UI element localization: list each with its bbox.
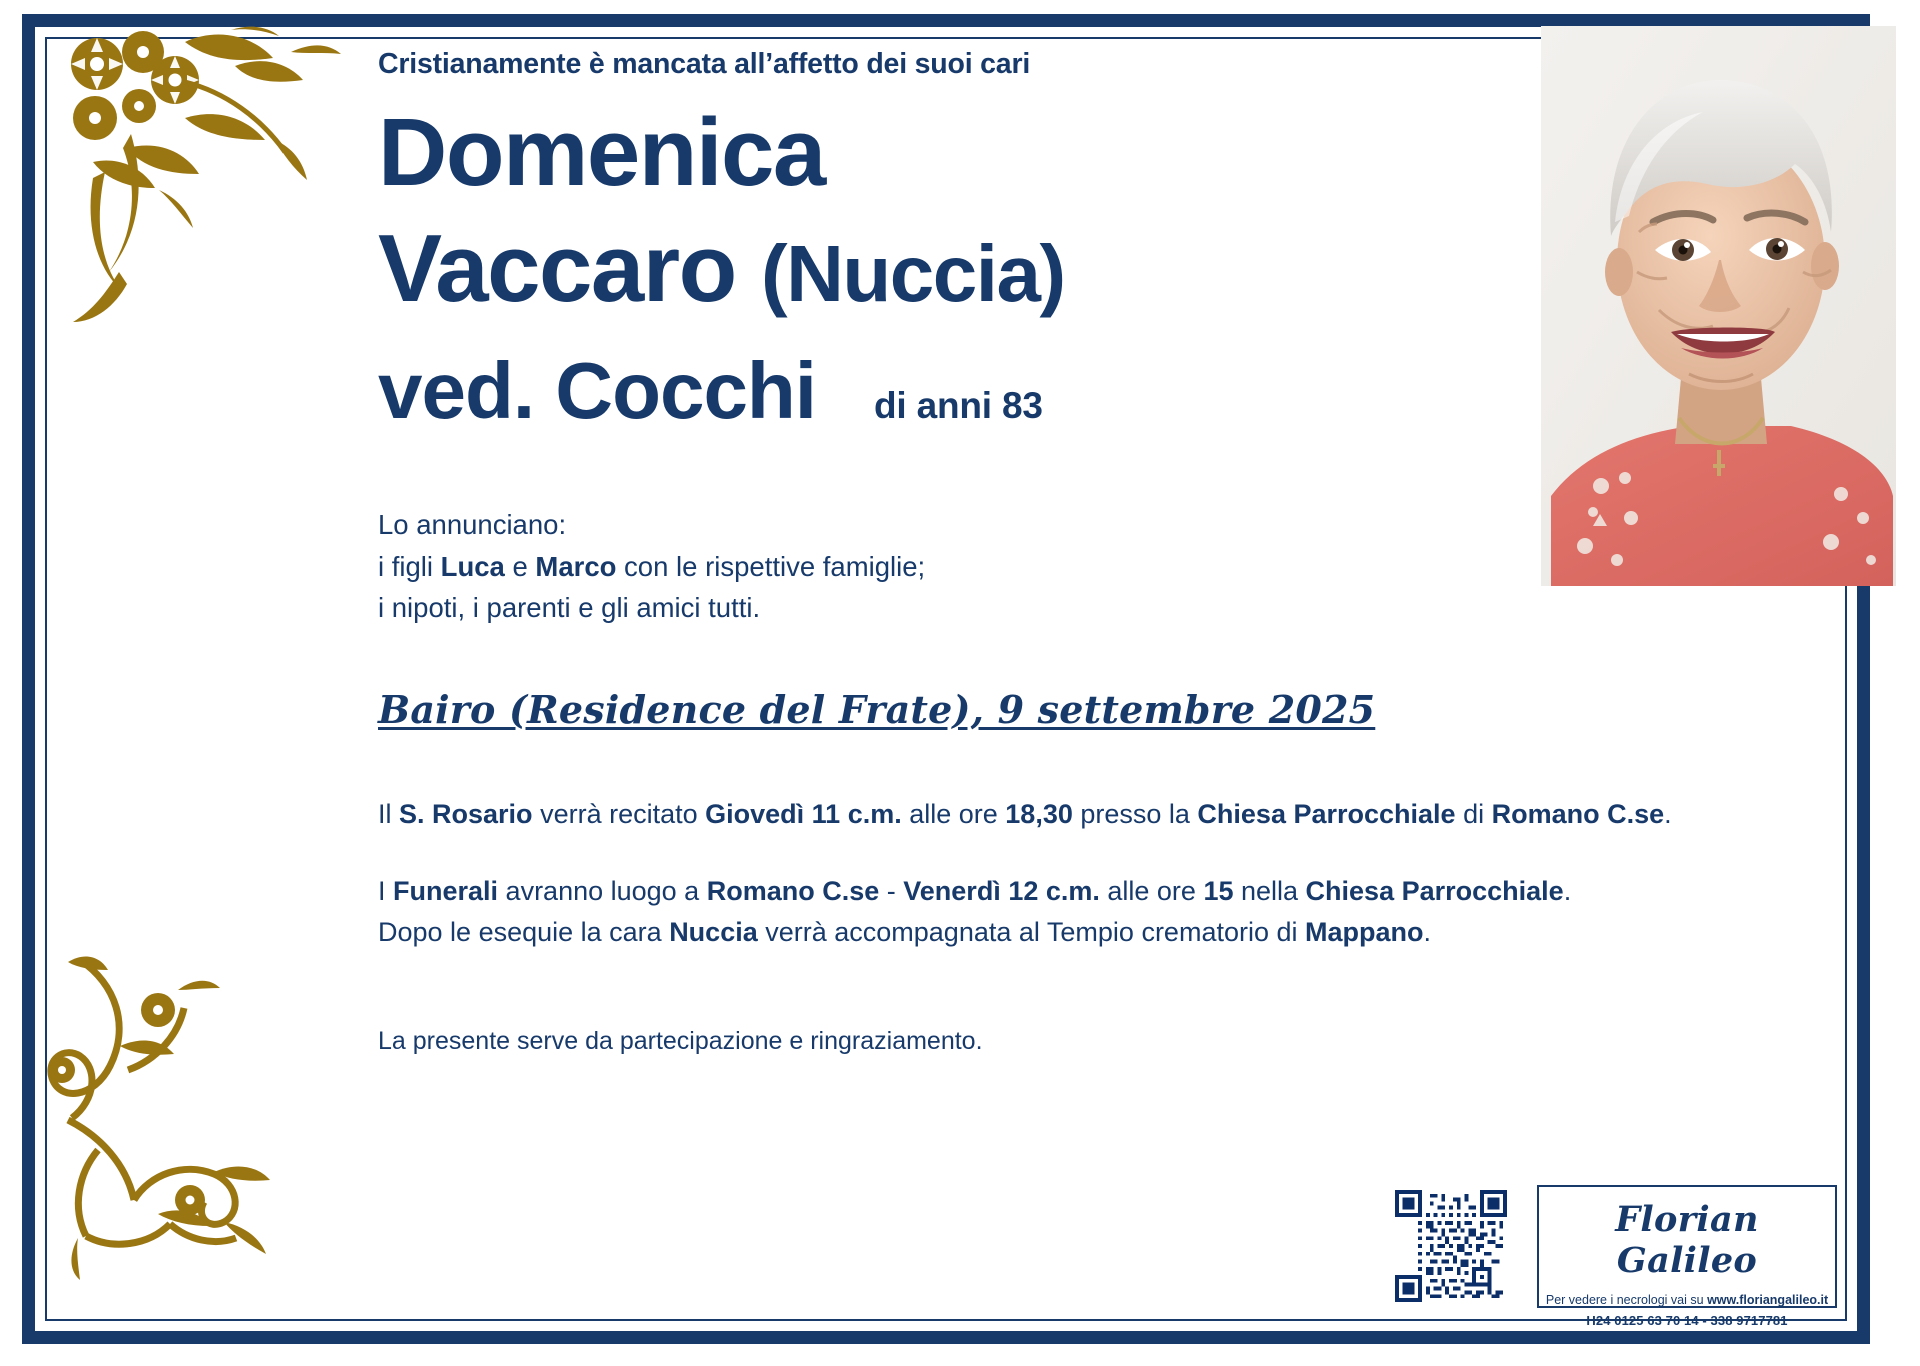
rosary-day: Giovedì 11 c.m.: [705, 799, 902, 830]
widow-line: [378, 345, 1798, 435]
children-pre: i figli: [378, 550, 441, 582]
rosary-end: .: [1664, 799, 1672, 830]
surname-line: [378, 214, 1798, 322]
funeral-pre: I: [378, 875, 394, 906]
cremation-pre: Dopo le esequie la cara: [378, 916, 670, 947]
funeral-mid-2: -: [879, 875, 904, 906]
agency-tagline: [1539, 1293, 1835, 1309]
rosary-mid-2: alle ore: [901, 799, 1006, 830]
agency-logo-box[interactable]: [1537, 1185, 1837, 1328]
funeral-day: Venerdì 12 c.m.: [903, 875, 1100, 906]
first-name: Domenica: [378, 99, 825, 206]
funeral-label: Funerali: [393, 875, 499, 906]
children-mid: e: [504, 550, 536, 582]
son-2: Marco: [535, 550, 617, 582]
cremation-place: Mappano: [1305, 916, 1424, 947]
funeral-mid-3: alle ore: [1099, 875, 1204, 906]
cremation-line: [378, 912, 1798, 953]
announced-by-label: Lo annunciano:: [378, 508, 567, 540]
rosary-mid-1: verrà recitato: [532, 799, 706, 830]
funeral-town: Romano C.se: [706, 875, 880, 906]
cremation-name: Nuccia: [669, 916, 758, 947]
notice-text: [378, 48, 1798, 1056]
agency-website[interactable]: www.floriangalileo.it: [1707, 1293, 1829, 1307]
announced-by-children: [378, 546, 1798, 588]
intro-line: Cristianamente è mancata all’affetto dei suoi cari: [378, 48, 1031, 80]
surname: Vaccaro: [378, 214, 736, 322]
funeral-mid-4: nella: [1233, 875, 1306, 906]
funeral-end: .: [1563, 875, 1572, 906]
nickname: (Nuccia): [760, 228, 1065, 318]
agency-tagline-pre: Per vedere i necrologi vai su: [1545, 1293, 1708, 1307]
funeral-church: Chiesa Parrocchiale: [1305, 875, 1564, 906]
agency-contact: H24 0125 63 70 14 - 338 9717781: [1586, 1312, 1788, 1328]
widow-of: ved. Cocchi: [378, 345, 817, 435]
announced-by-relatives: i nipoti, i parenti e gli amici tutti.: [378, 592, 761, 624]
rosary-church: Chiesa Parrocchiale: [1197, 799, 1456, 830]
son-1: Luca: [440, 550, 505, 582]
place-and-date: Bairo (Residence del Frate), 9 settembre 2025: [378, 687, 1376, 733]
funeral-mid-1: avranno luogo a: [498, 875, 707, 906]
cremation-end: .: [1423, 916, 1432, 947]
funeral-line: [378, 871, 1798, 912]
age-value: 83: [1001, 384, 1043, 426]
rosary-info: [378, 794, 1798, 835]
funeral-info: [378, 871, 1798, 953]
rosary-pre: Il: [378, 799, 400, 830]
cremation-mid: verrà accompagnata al Tempio crematorio di: [757, 916, 1305, 947]
children-post: con le rispettive famiglie;: [616, 550, 926, 582]
age-label: di anni: [874, 384, 992, 426]
rosary-mid-4: di: [1455, 799, 1492, 830]
rosary-time: 18,30: [1005, 799, 1073, 830]
agency-name: Florian Galileo: [1615, 1199, 1759, 1281]
age-text: [874, 384, 1043, 426]
announced-by-block: [378, 504, 1798, 629]
closing-line: La presente serve da partecipazione e ringraziamento.: [378, 1026, 983, 1055]
rosary-town: Romano C.se: [1491, 799, 1665, 830]
deceased-name: [378, 99, 1798, 435]
rosary-label: S. Rosario: [399, 799, 533, 830]
funeral-time: 15: [1203, 875, 1234, 906]
qr-code-icon[interactable]: [1395, 1190, 1507, 1302]
rosary-mid-3: presso la: [1072, 799, 1198, 830]
